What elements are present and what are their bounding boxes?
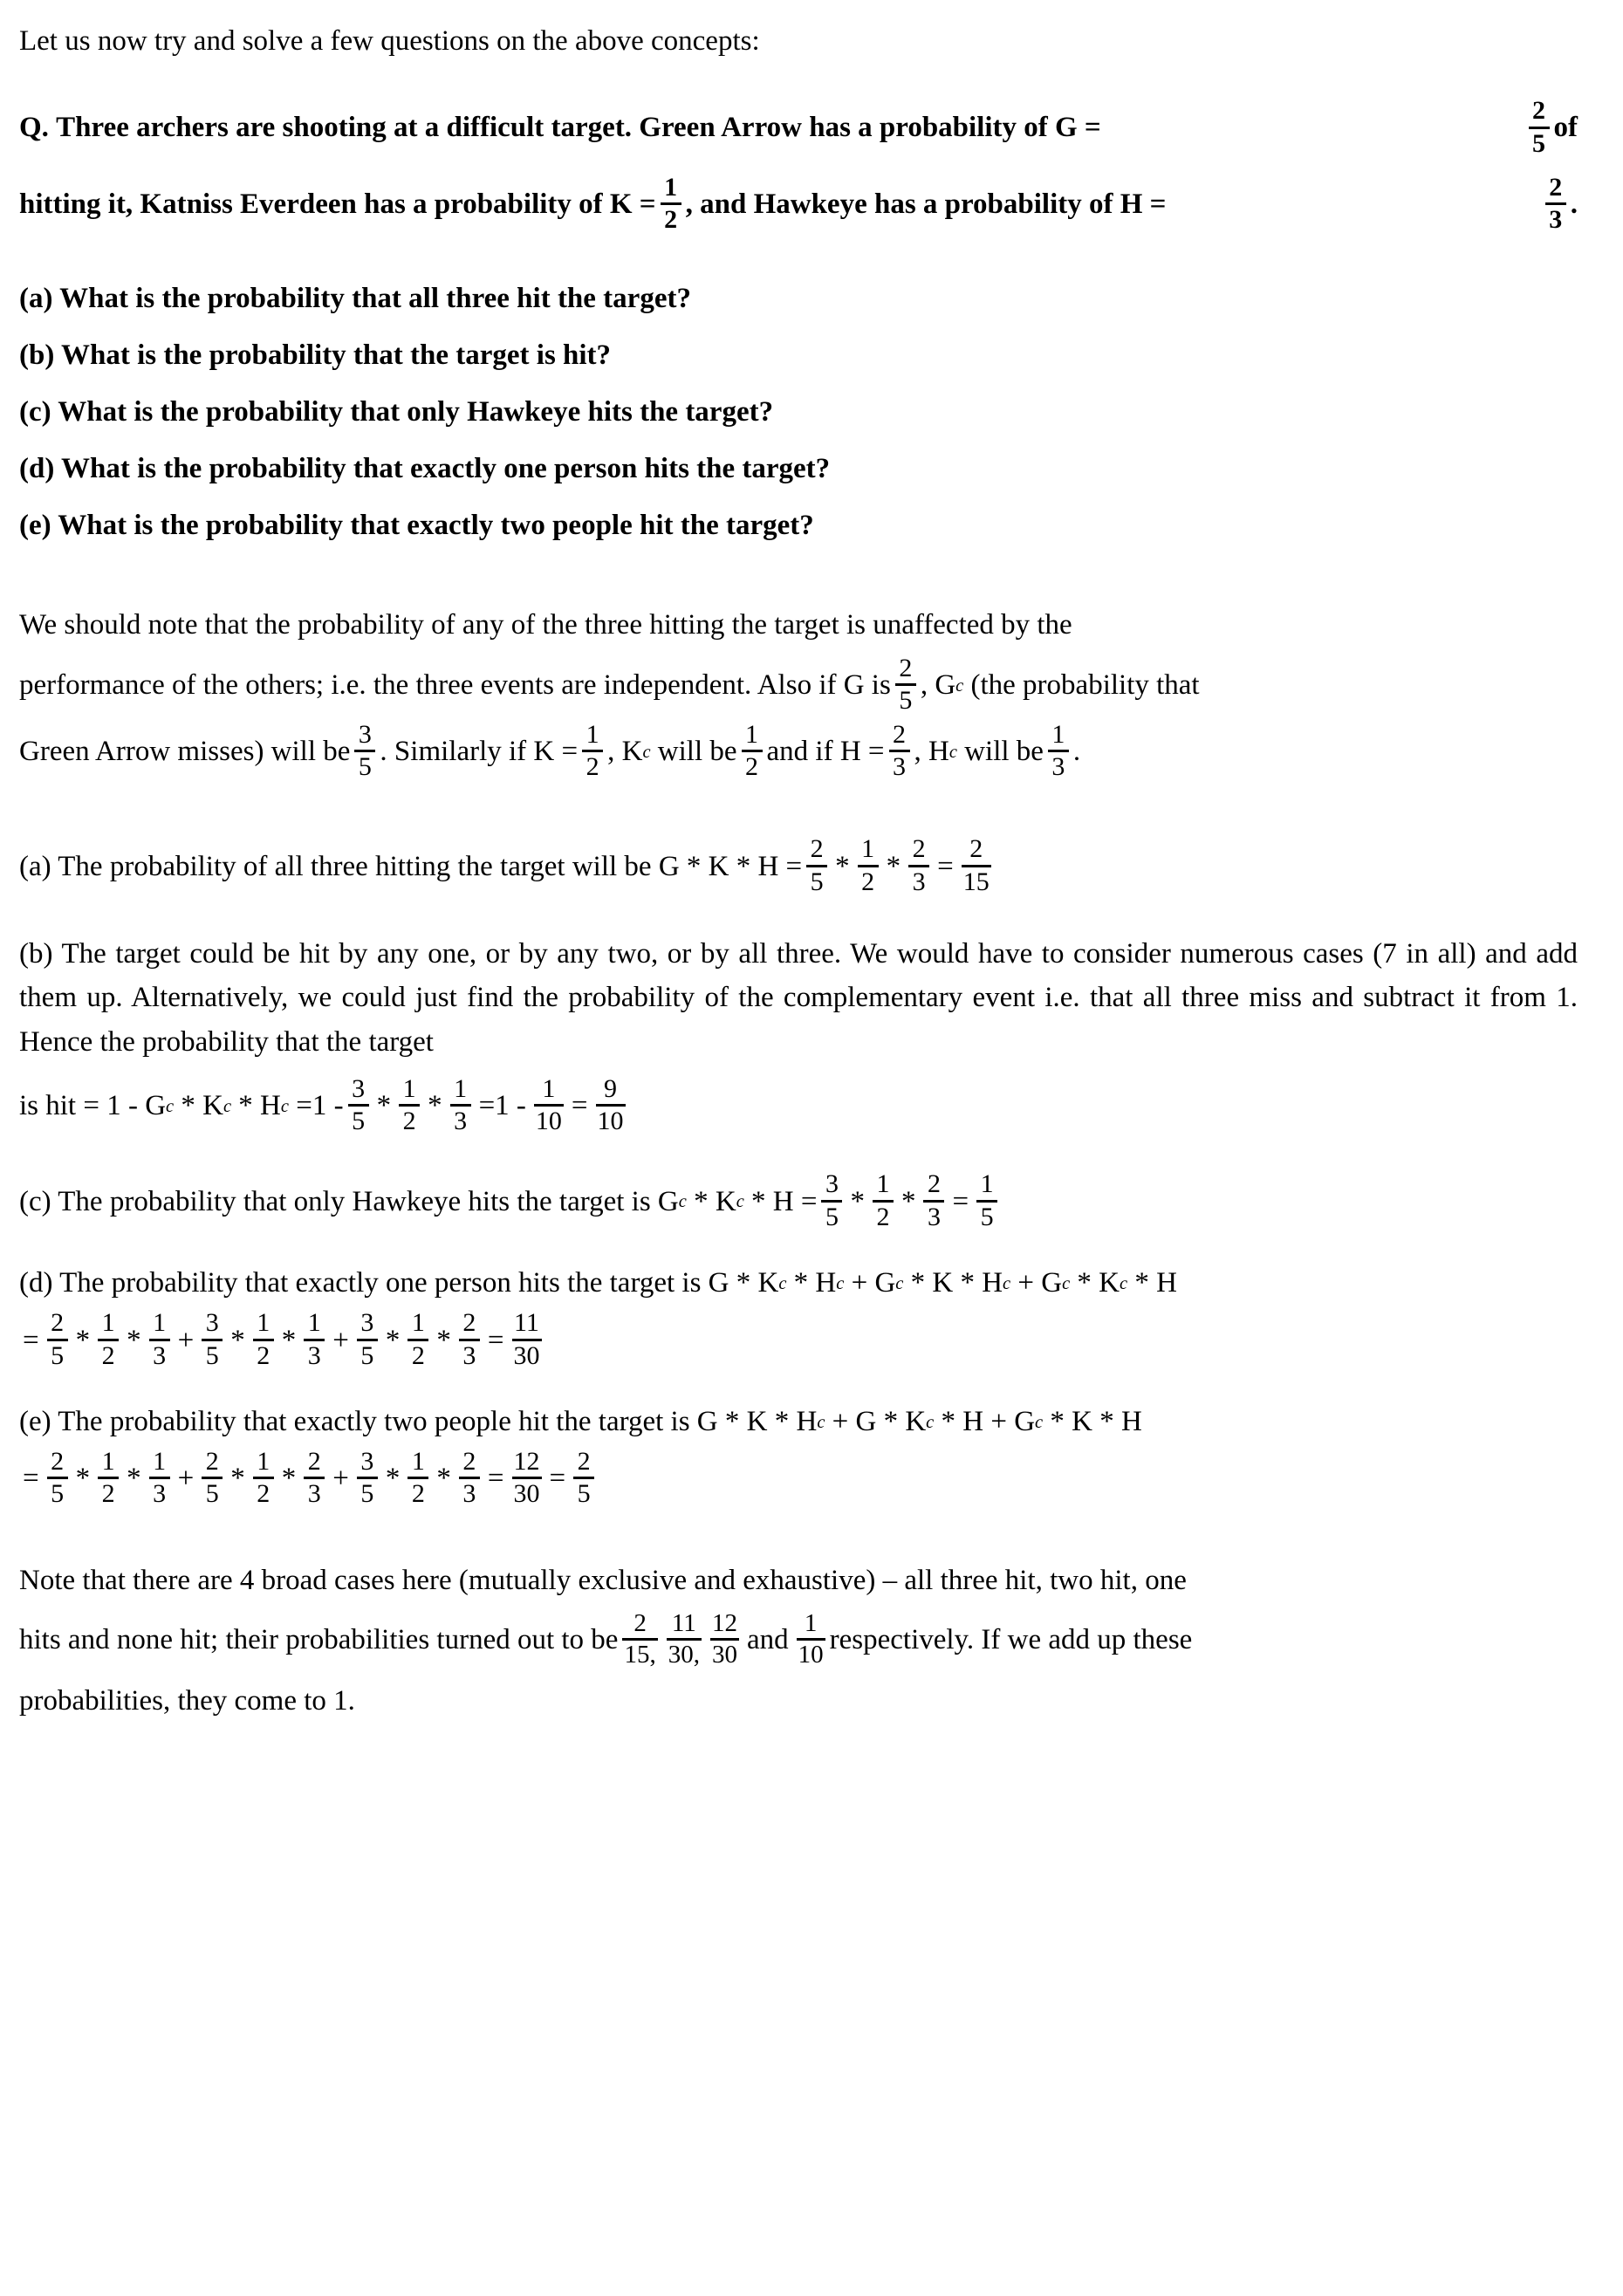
equals-operator: = (571, 1090, 588, 1122)
fraction-e2-2: $\frac{1}{2}$ (253, 1448, 274, 1509)
sub-question-d: (d) What is the probability that exactly one person hits the target? (19, 452, 831, 484)
independence-line-3: Green Arrow misses) will be $\frac{3}{5}$ . Similarly if K = $\frac{1}{2}$ , K c will be $\frac{1}{2}$ and if H = $\frac{2}{3}$ , H c will be $\frac{1}{3}$ . (19, 719, 1081, 782)
hawkeye-probability-group: $\frac{2}{3}$ . (1541, 175, 1578, 236)
spacer (19, 787, 1578, 836)
sub-question-c: (c) What is the probability that only Hawkeye hits the target? (19, 395, 774, 428)
multiply-operator: * (230, 1324, 245, 1356)
closing-note (19, 1559, 1578, 1723)
fraction-a-1: $\frac{2}{5}$ (806, 835, 827, 896)
question-statement (19, 98, 1578, 236)
fraction-k: $\frac{1}{2}$ (582, 721, 603, 782)
fraction-kc: $\frac{1}{2}$ (742, 721, 763, 782)
equals-operator: = (487, 1463, 504, 1495)
answer-a: (a) The probability of all three hitting the target will be G * K * H = $\frac{2}{5}$ * $\frac{1}{2}$ * $\frac{2}{3}$ = $\frac{2}{15}$ (19, 834, 990, 896)
fraction-2-3: $\frac{2}{3}$ (1545, 174, 1566, 235)
multiply-operator: * (886, 850, 901, 882)
question-line-1 (19, 98, 1578, 159)
independence-line-2 (19, 655, 1578, 716)
fraction-e2-3: $\frac{2}{3}$ (304, 1448, 325, 1509)
fraction-a-3: $\frac{2}{3}$ (908, 835, 929, 896)
multiply-operator: * (835, 850, 850, 882)
equals-operator: = (952, 1185, 969, 1217)
fraction-g: $\frac{2}{5}$ (895, 655, 916, 716)
fraction-d3-1: $\frac{3}{5}$ (357, 1309, 378, 1370)
spacer (19, 1136, 1578, 1171)
closing-note-line-1: Note that there are 4 broad cases here (mutually exclusive and exhaustive) – all three hit, two hit, one (19, 1564, 1187, 1596)
fraction-d2-2: $\frac{1}{2}$ (253, 1309, 274, 1370)
closing-note-line-3: probabilities, they come to 1. (19, 1684, 355, 1717)
multiply-operator: * (127, 1463, 141, 1495)
equals-operator: = (937, 850, 954, 882)
spacer (19, 1510, 1578, 1559)
equals-operator: = (487, 1324, 504, 1356)
fraction-p2: $\frac{11}{30,}$ (668, 1608, 700, 1669)
fraction-d2-3: $\frac{1}{3}$ (304, 1309, 325, 1370)
fraction-b-result: $\frac{9}{10}$ (597, 1073, 624, 1136)
multiply-operator: * (75, 1463, 91, 1495)
fraction-hc: $\frac{1}{3}$ (1048, 721, 1069, 782)
fraction-e1-2: $\frac{1}{2}$ (98, 1448, 119, 1509)
multiply-operator: * (281, 1324, 297, 1356)
fraction-b-1: $\frac{3}{5}$ (348, 1075, 369, 1136)
katniss-probability-group: hitting it, Katniss Everdeen has a probability of K = $\frac{1}{2}$ , and Hawkeye has a probability of H = (19, 172, 1167, 235)
fraction-b-2: $\frac{1}{2}$ (399, 1075, 420, 1136)
independence-line-2-content: performance of the others; i.e. the three events are independent. Also if G is $\frac{2}{5}$ , G c (the probability that (19, 653, 1200, 716)
plus-operator: + (177, 1324, 195, 1356)
plus-operator: + (332, 1463, 349, 1495)
green-arrow-probability: $\frac{2}{5}$ of (1524, 98, 1578, 159)
multiply-operator: * (385, 1463, 401, 1495)
equals-operator: = (23, 1463, 39, 1495)
answer-c: (c) The probability that only Hawkeye hits the target is G c * K c * H = $\frac{3}{5}$ * $\frac{1}{2}$ * $\frac{2}{3}$ = $\frac{1}{5}$ (19, 1171, 1578, 1232)
fraction-e1-3: $\frac{1}{3}$ (149, 1448, 170, 1509)
fraction-c-result: $\frac{1}{5}$ (976, 1170, 997, 1231)
fraction-1-2: $\frac{1}{2}$ (661, 174, 681, 235)
fraction-p1: $\frac{2}{15,}$ (624, 1608, 656, 1669)
answer-e-equation (19, 1449, 1578, 1510)
fraction-e1-1: $\frac{2}{5}$ (47, 1448, 68, 1509)
fraction-c-2: $\frac{1}{2}$ (873, 1170, 894, 1231)
multiply-operator: * (75, 1324, 91, 1356)
equals-operator: = (23, 1324, 39, 1356)
plus-operator: + (332, 1324, 349, 1356)
multiply-operator: * (376, 1090, 392, 1122)
spacer (19, 1371, 1578, 1406)
spacer (19, 236, 1578, 284)
answer-b-paragraph: (b) The target could be hit by any one, or by any two, or by all three. We would have to consider numerous cases (7 in all) and add them up. Alternatively, we could just find the probability of the complementary event i.e. that all three miss and subtract it from 1. Hence the probability that the target (19, 938, 1578, 1058)
fraction-c-1: $\frac{3}{5}$ (821, 1170, 842, 1231)
answer-d-text: (d) The probability that exactly one person hits the target is G * K c * H c + G c * K * H c + G c * K c * H (19, 1267, 1177, 1299)
fraction-p3: $\frac{12}{30}$ (711, 1608, 737, 1669)
plus-operator: + (177, 1463, 195, 1495)
fraction-e-result-2: $\frac{2}{5}$ (573, 1448, 594, 1509)
fraction-e2-1: $\frac{2}{5}$ (202, 1448, 223, 1509)
intro-paragraph: Let us now try and solve a few questions on the above concepts: (19, 25, 760, 57)
fraction-e3-1: $\frac{3}{5}$ (357, 1448, 378, 1509)
fraction-h: $\frac{2}{3}$ (889, 721, 910, 782)
independence-note (19, 603, 1578, 783)
sub-question-b: (b) What is the probability that the target is hit? (19, 339, 612, 371)
fraction-d1-3: $\frac{1}{3}$ (149, 1309, 170, 1370)
multiply-operator: * (436, 1463, 451, 1495)
multiply-operator: * (901, 1185, 916, 1217)
fraction-d1-1: $\frac{2}{5}$ (47, 1309, 68, 1370)
fraction-d-result: $\frac{11}{30}$ (513, 1308, 540, 1370)
equals-operator: = (549, 1463, 566, 1495)
fraction-e3-3: $\frac{2}{3}$ (459, 1448, 480, 1509)
question-line-2 (19, 172, 1578, 236)
multiply-operator: * (127, 1324, 141, 1356)
multiply-operator: * (230, 1463, 245, 1495)
answer-b-equation: is hit = 1 - G c * K c * H c =1 - $\frac{3}{5}$ * $\frac{1}{2}$ * $\frac{1}{3}$ =1 - $\frac{1}{10}$ = $\frac{9}{10}$ (19, 1073, 624, 1136)
fraction-2-5: $\frac{2}{5}$ (1529, 97, 1550, 158)
fraction-d3-2: $\frac{1}{2}$ (407, 1309, 428, 1370)
fraction-d1-2: $\frac{1}{2}$ (98, 1309, 119, 1370)
spacer (19, 897, 1578, 932)
spacer (19, 63, 1578, 98)
fraction-a-2: $\frac{1}{2}$ (858, 835, 879, 896)
fraction-p4: $\frac{1}{10}$ (798, 1608, 824, 1669)
fraction-d2-1: $\frac{3}{5}$ (202, 1309, 223, 1370)
answer-d-equation (19, 1310, 1578, 1371)
closing-note-line-2: hits and none hit; their probabilities turned out to be $\frac{2}{15,}$ $\frac{11}{30,}$ $\frac{12}{30}$ and $\frac{1}{10}$ respectively. If we add up these (19, 1608, 1193, 1669)
fraction-e3-2: $\frac{1}{2}$ (407, 1448, 428, 1509)
independence-line-1: We should note that the probability of any of the three hitting the target is unaffected by the (19, 608, 1072, 641)
fraction-b-product: $\frac{1}{10}$ (535, 1073, 562, 1136)
multiply-operator: * (850, 1185, 865, 1217)
multiply-operator: * (281, 1463, 297, 1495)
answer-e-text: (e) The probability that exactly two people hit the target is G * K * H c + G * K c * H + G c * K * H (19, 1406, 1142, 1438)
multiply-operator: * (385, 1324, 401, 1356)
fraction-a-result: $\frac{2}{15}$ (962, 834, 990, 896)
equals-one-minus: =1 - (478, 1090, 526, 1122)
fraction-d3-3: $\frac{2}{3}$ (459, 1309, 480, 1370)
fraction-c-3: $\frac{2}{3}$ (923, 1170, 944, 1231)
spacer (19, 568, 1578, 603)
multiply-operator: * (428, 1090, 442, 1122)
fraction-b-3: $\frac{1}{3}$ (450, 1075, 471, 1136)
fraction-e-result: $\frac{12}{30}$ (513, 1447, 540, 1509)
multiply-operator: * (436, 1324, 451, 1356)
spacer (19, 1232, 1578, 1267)
and-conjunction: and (746, 1624, 789, 1656)
fraction-gc: $\frac{3}{5}$ (354, 721, 375, 782)
sub-question-e: (e) What is the probability that exactly two people hit the target? (19, 509, 814, 541)
sub-question-a: (a) What is the probability that all three hit the target? (19, 282, 691, 314)
question-label-and-text: Q. Three archers are shooting at a difficult target. Green Arrow has a probability of G = (19, 112, 1101, 144)
